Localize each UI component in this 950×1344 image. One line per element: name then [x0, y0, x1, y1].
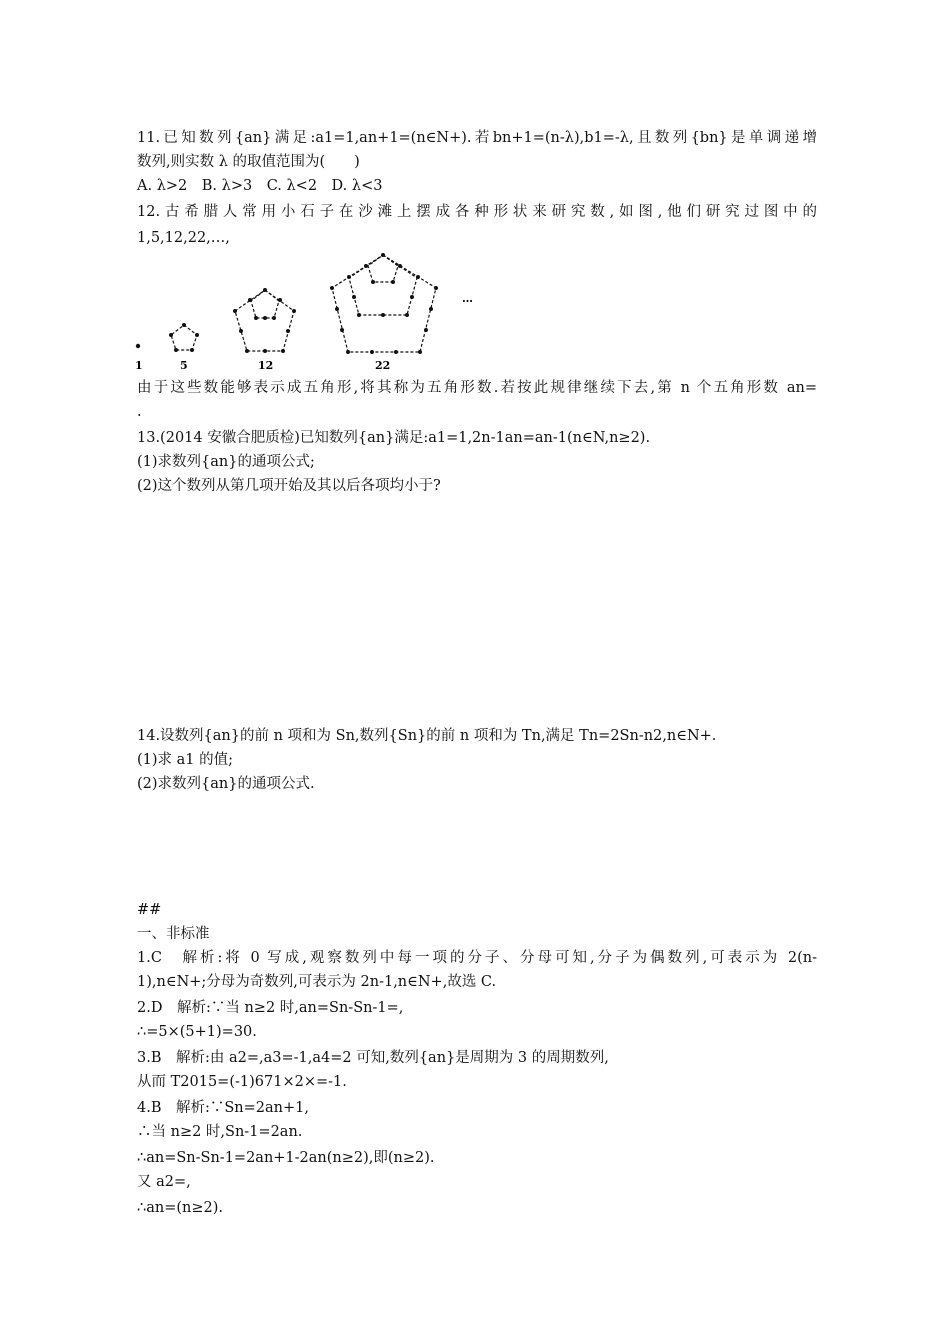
- figure22-pentagons: [332, 255, 436, 352]
- q11-line2: 数列,则实数 λ 的取值范围为( ): [137, 154, 360, 170]
- answers-section-title: 一、非标准: [137, 926, 210, 942]
- q11-line1: 11.已知数列{an}满足:a1=1,an+1=(n∈N+).若bn+1=(n-λ),b1=-λ,且数列{bn}是单调递增: [137, 130, 817, 146]
- q11-options: A. λ>2 B. λ>3 C. λ<2 D. λ<3: [137, 178, 383, 194]
- answer-1-line1: 1.C 解析:将 0 写成,观察数列中每一项的分子、分母可知,分子为偶数列,可表示为 2(n-: [137, 950, 817, 966]
- figure-label-1: 1: [135, 359, 143, 372]
- figure5-dots: [169, 323, 199, 352]
- answer-3-line2: 从而 T2015=(-1)671×2×=-1.: [137, 1074, 347, 1090]
- q14-line1: 14.设数列{an}的前 n 项和为 Sn,数列{Sn}的前 n 项和为 Tn,满足 Tn=2Sn-n2,n∈N+.: [137, 728, 717, 744]
- answer-2-line1: 2.D 解析:∵当 n≥2 时,an=Sn-Sn-1=,: [137, 1000, 404, 1016]
- figure-ellipsis: …: [462, 292, 473, 305]
- figure1-dot: [136, 344, 140, 348]
- figure5-pentagon: [171, 325, 197, 350]
- answer-3-line1: 3.B 解析:由 a2=,a3=-1,a4=2 可知,数列{an}是周期为 3 的周期数列,: [137, 1050, 609, 1066]
- answer-4-line4: 又 a2=,: [137, 1174, 191, 1190]
- figure12-dots: [233, 288, 296, 353]
- answer-4-line3: ∴an=Sn-Sn-1=2an+1-2an(n≥2),即(n≥2).: [137, 1150, 435, 1166]
- q12-line1: 12.古希腊人常用小石子在沙滩上摆成各种形状来研究数,如图,他们研究过图中的: [137, 204, 817, 220]
- q12-line2: 1,5,12,22,…,: [137, 230, 230, 246]
- q12-line3: 由于这些数能够表示成五角形,将其称为五角形数.若按此规律继续下去,第 n 个五角形数 an=: [137, 380, 817, 396]
- answer-4-line1: 4.B 解析:∵Sn=2an+1,: [137, 1100, 309, 1116]
- figure-label-22: 22: [375, 359, 391, 372]
- answer-4-line5: ∴an=(n≥2).: [137, 1200, 223, 1216]
- answer-1-line2: 1),n∈N+;分母为奇数列,可表示为 2n-1,n∈N+,故选 C.: [137, 974, 497, 990]
- figure-label-5: 5: [180, 359, 188, 372]
- q14-line3: (2)求数列{an}的通项公式.: [137, 776, 315, 792]
- q12-line4: .: [137, 404, 142, 420]
- q13-line3: (2)这个数列从第几项开始及其以后各项均小于?: [137, 478, 441, 494]
- answer-2-line2: ∴=5×(5+1)=30.: [137, 1024, 257, 1040]
- answer-4-line2: ∴当 n≥2 时,Sn-1=2an.: [137, 1124, 303, 1140]
- q13-line2: (1)求数列{an}的通项公式;: [137, 454, 315, 470]
- figure22-dots: [330, 253, 438, 354]
- q14-line2: (1)求 a1 的值;: [137, 752, 234, 768]
- answers-marker: ##: [137, 902, 162, 918]
- q13-line1: 13.(2014 安徽合肥质检)已知数列{an}满足:a1=1,2n-1an=an-1(n∈N,n≥2).: [137, 430, 651, 446]
- figure-label-12: 12: [258, 359, 274, 372]
- figure12-pentagons: [235, 290, 294, 351]
- pentagonal-numbers-figure: [130, 250, 490, 380]
